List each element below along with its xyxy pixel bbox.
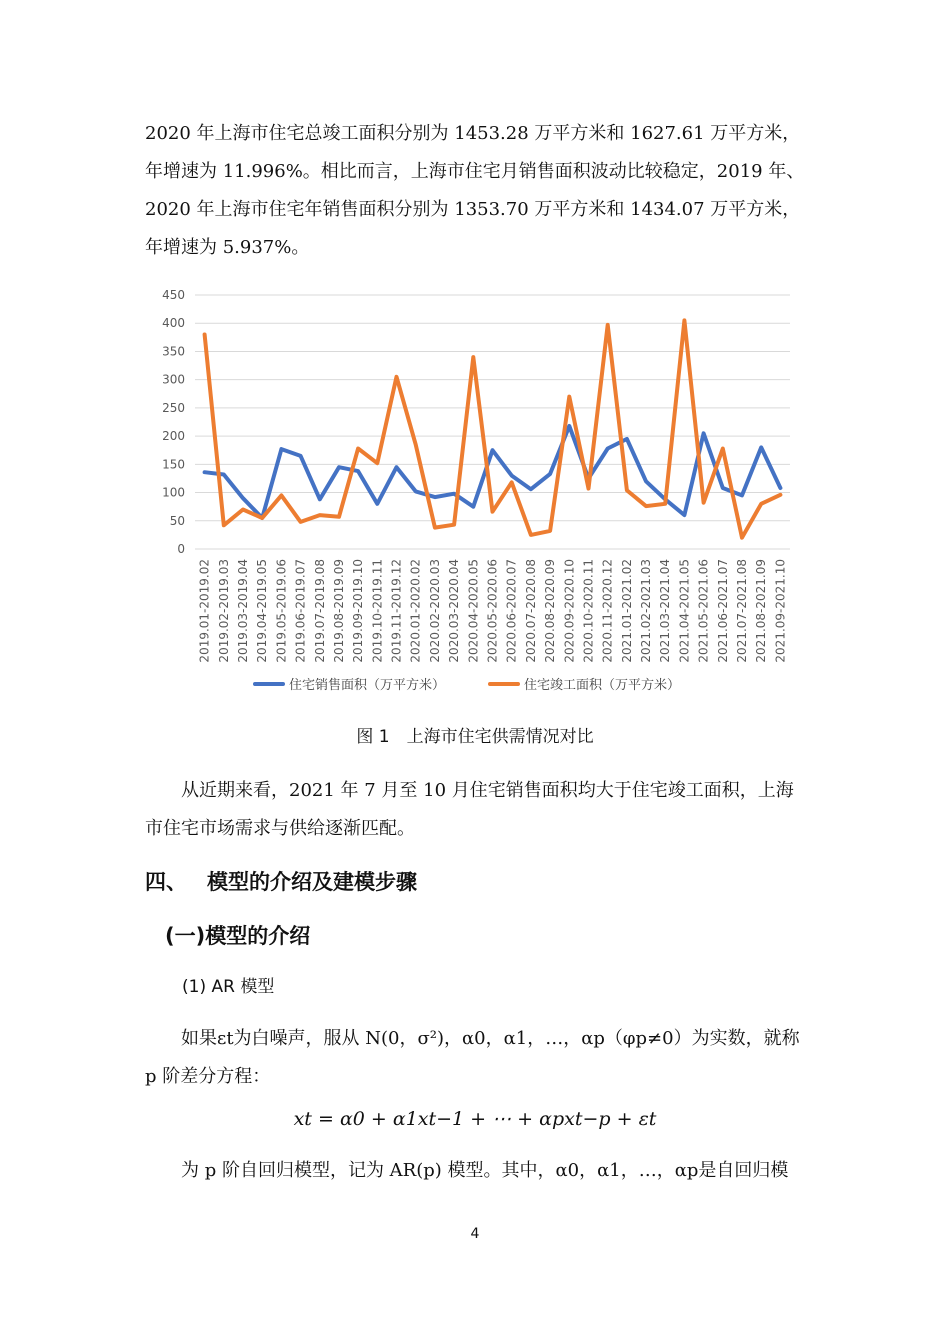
- x-tick-label: 2019.03-2019.04: [235, 559, 250, 663]
- x-tick-label: 2020.04-2020.05: [466, 559, 481, 663]
- line-chart: [140, 282, 810, 702]
- page-number: 4: [470, 1226, 480, 1242]
- subsection-heading: (一)模型的介绍: [165, 924, 311, 948]
- paragraph-1: 2020 年上海市住宅总竣工面积分别为 1453.28 万平方米和 1627.61 万平方米，年增速为 11.996%。相比而言，上海市住宅月销售面积波动比较稳定，2019 年、2020 年上海市住宅年销售面积分别为 1353.70 万平方米和 1434.07 万平方米，年增速为 5.937%。: [145, 123, 805, 258]
- x-tick-label: 2019.04-2019.05: [255, 559, 270, 663]
- x-tick-label: 2019.10-2019.11: [370, 559, 385, 663]
- y-tick-label: 0: [177, 542, 185, 556]
- x-tick-label: 2021.09-2021.10: [773, 559, 788, 663]
- x-tick-label: 2020.07-2020.08: [523, 559, 538, 663]
- x-tick-label: 2021.07-2021.08: [735, 559, 750, 663]
- y-tick-label: 300: [162, 372, 185, 387]
- x-tick-label: 2020.03-2020.04: [447, 559, 462, 663]
- series-line-2: [205, 320, 781, 537]
- x-tick-label: 2019.07-2019.08: [312, 559, 327, 663]
- model-subheading: (1) AR 模型: [182, 977, 275, 997]
- y-tick-label: 450: [162, 288, 185, 302]
- y-tick-label: 200: [162, 429, 185, 444]
- x-tick-label: 2021.01-2021.02: [619, 559, 634, 663]
- figure-caption: 图 1 上海市住宅供需情况对比: [356, 727, 594, 747]
- y-tick-label: 150: [162, 457, 185, 472]
- x-tick-label: 2021.04-2021.05: [677, 559, 692, 663]
- paragraph-3: 如果εt为白噪声，服从 N(0，σ²)，α0，α1，…，αp（φp≠0）为实数，就称 p 阶差分方程：: [145, 1028, 800, 1087]
- legend-label: 住宅销售面积（万平方米）: [289, 678, 446, 693]
- y-tick-label: 100: [162, 485, 185, 500]
- y-tick-label: 400: [162, 316, 185, 331]
- x-tick-label: 2020.05-2020.06: [485, 559, 500, 663]
- x-tick-label: 2021.02-2021.03: [639, 559, 654, 663]
- ar-formula: xt = α0 + α1xt−1 + ⋯ + αpxt−p + εt: [293, 1108, 657, 1130]
- x-tick-label: 2020.09-2020.10: [562, 559, 577, 663]
- y-tick-label: 350: [162, 344, 185, 359]
- paragraph-2: 从近期来看，2021 年 7 月至 10 月住宅销售面积均大于住宅竣工面积，上海市住宅市场需求与供给逐渐匹配。: [145, 780, 794, 839]
- y-tick-label: 50: [169, 513, 185, 528]
- x-tick-label: 2020.06-2020.07: [504, 559, 519, 663]
- x-tick-label: 2021.06-2021.07: [715, 559, 730, 663]
- x-tick-label: 2021.05-2021.06: [696, 559, 711, 663]
- legend-label: 住宅竣工面积（万平方米）: [524, 678, 681, 693]
- x-tick-label: 2020.02-2020.03: [427, 559, 442, 663]
- y-tick-label: 250: [162, 400, 185, 415]
- section-number: 四、: [145, 870, 187, 894]
- x-tick-label: 2020.08-2020.09: [543, 559, 558, 663]
- x-tick-label: 2021.08-2021.09: [754, 559, 769, 663]
- paragraph-4: 为 p 阶自回归模型，记为 AR(p) 模型。其中，α0，α1，…，αp是自回归模: [181, 1160, 789, 1181]
- x-tick-label: 2020.10-2020.11: [581, 559, 596, 663]
- x-tick-label: 2019.08-2019.09: [331, 559, 346, 663]
- x-tick-label: 2019.06-2019.07: [293, 559, 308, 663]
- x-tick-label: 2019.01-2019.02: [197, 559, 212, 663]
- x-tick-label: 2019.09-2019.10: [351, 559, 366, 663]
- section-heading: [145, 866, 417, 896]
- x-tick-label: 2019.02-2019.03: [216, 559, 231, 663]
- x-tick-label: 2019.11-2019.12: [389, 559, 404, 663]
- chart: [140, 282, 810, 702]
- x-tick-label: 2019.05-2019.06: [274, 559, 289, 663]
- section-title: 模型的介绍及建模步骤: [207, 870, 417, 894]
- x-tick-label: 2021.03-2021.04: [658, 559, 673, 663]
- x-tick-label: 2020.11-2020.12: [600, 559, 615, 663]
- x-tick-label: 2020.01-2020.02: [408, 559, 423, 663]
